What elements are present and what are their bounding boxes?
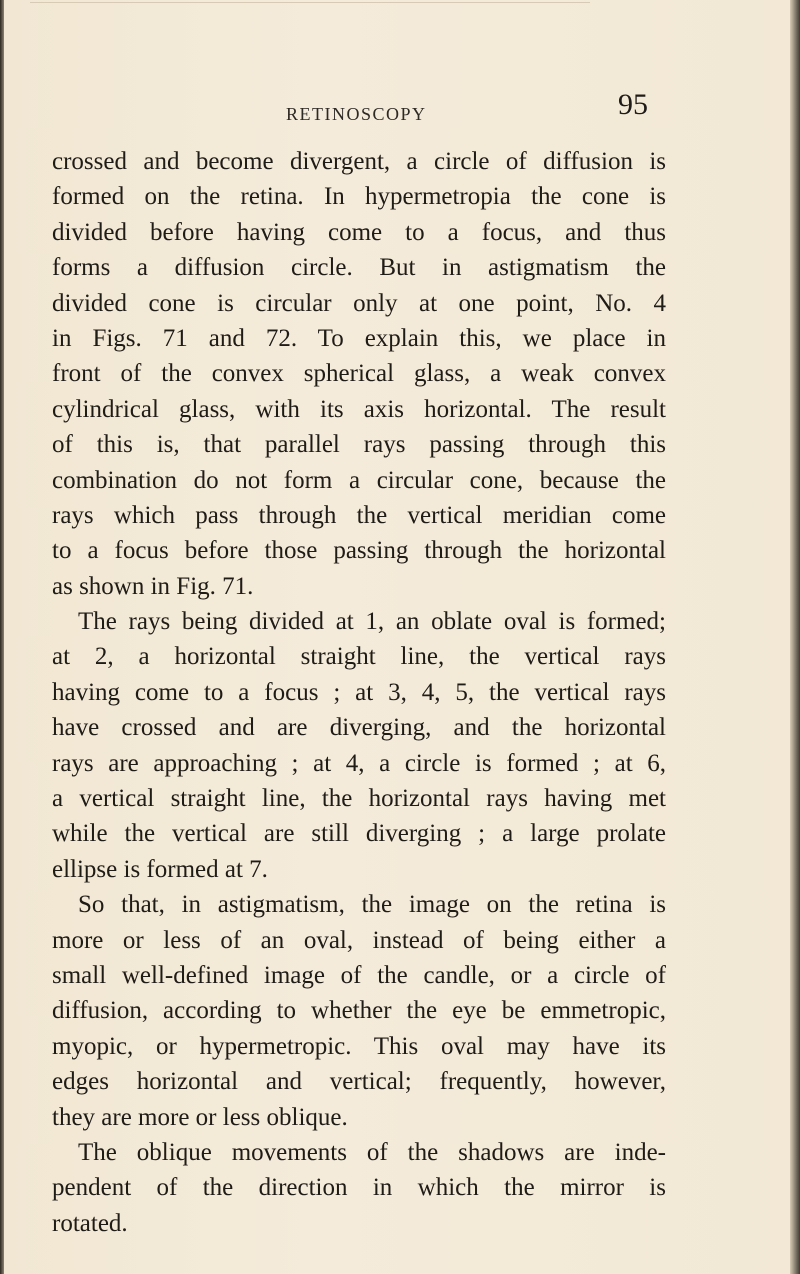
text-line: rotated. [52, 1209, 128, 1237]
text-line: small well-defined image of the candle, or a circle of [52, 961, 666, 989]
text-line: they are more or less oblique. [52, 1103, 348, 1131]
text-line: as shown in Fig. 71. [52, 572, 254, 600]
text-line: in Figs. 71 and 72. To explain this, we place in [52, 324, 666, 352]
text-line: crossed and become divergent, a circle of diffusion is [52, 148, 666, 175]
text-line: more or less of an oval, instead of being either a [52, 926, 666, 954]
running-head: RETINOSCOPY [286, 104, 427, 124]
page-left-edge [0, 0, 4, 1274]
text-line: a vertical straight line, the horizontal rays having met [52, 785, 666, 813]
text-line: rays are approaching ; at 4, a circle is formed ; at 6, [52, 749, 666, 777]
text-line: having come to a focus ; at 3, 4, 5, the vertical rays [52, 678, 666, 706]
text-line: The rays being divided at 1, an oblate oval is formed; [78, 608, 666, 636]
text-line: to a focus before those passing through the horizontal [52, 537, 666, 565]
page-number: 95 [618, 88, 648, 121]
text-line: at 2, a horizontal straight line, the vertical rays [52, 643, 666, 671]
text-line: while the vertical are still diverging ; a large prolate [52, 820, 666, 848]
text-line: have crossed and are diverging, and the horizontal [52, 714, 666, 742]
text-line: divided cone is circular only at one point, No. 4 [52, 289, 666, 317]
text-line: formed on the retina. In hypermetropia the cone is [52, 183, 666, 211]
text-line: rays which pass through the vertical meridian come [52, 501, 666, 529]
text-line: myopic, or hypermetropic. This oval may have its [52, 1032, 666, 1060]
text-line: ellipse is formed at 7. [52, 855, 268, 883]
text-line: So that, in astigmatism, the image on the retina is [78, 891, 666, 919]
text-line: combination do not form a circular cone, because the [52, 466, 666, 494]
top-edge-line [30, 2, 590, 3]
text-line: divided before having come to a focus, and thus [52, 218, 666, 246]
page-header [0, 88, 800, 128]
text-line: front of the convex spherical glass, a weak convex [52, 360, 666, 388]
text-line: of this is, that parallel rays passing through this [52, 431, 666, 459]
body-text [52, 144, 666, 1241]
text-line: The oblique movements of the shadows are inde- [78, 1138, 666, 1166]
text-line: edges horizontal and vertical; frequently, however, [52, 1068, 666, 1096]
page-right-edge [790, 0, 800, 1274]
text-line: diffusion, according to whether the eye be emmetropic, [52, 997, 666, 1025]
text-line: forms a diffusion circle. But in astigmatism the [52, 254, 666, 282]
text-line: pendent of the direction in which the mirror is [52, 1174, 666, 1202]
text-line: cylindrical glass, with its axis horizontal. The result [52, 395, 666, 423]
